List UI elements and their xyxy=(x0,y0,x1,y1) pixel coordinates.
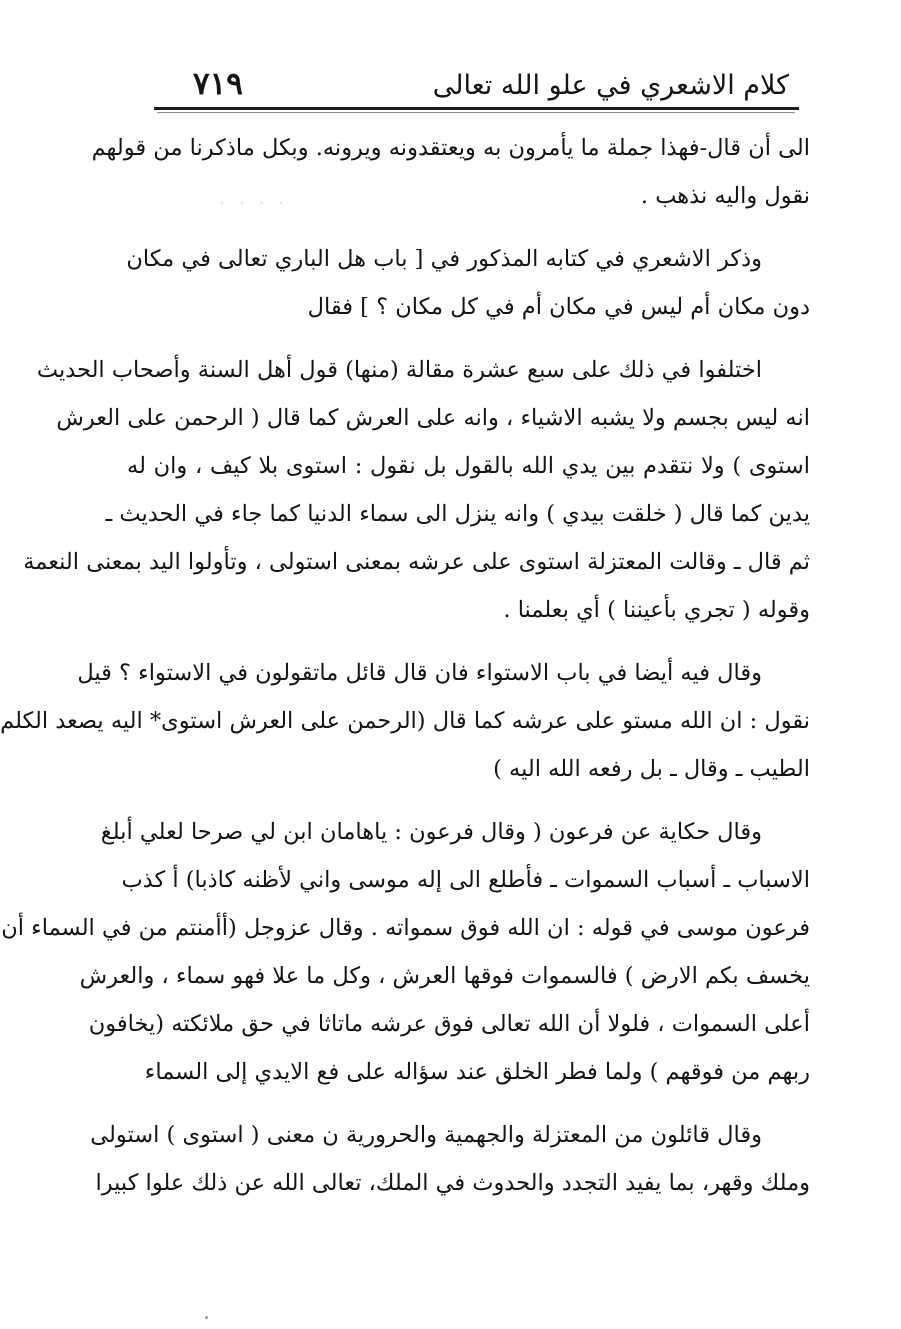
text-line: يدين كما قال ( خلقت بيدي ) وانه ينزل الى سماء الدنيا كما جاء في الحديث ـ xyxy=(105,501,810,527)
paragraph-5 xyxy=(1,808,810,1096)
text-line: الى أن قال-فهذا جملة ما يأمرون به ويعتقدونه ويرونه. وبكل ماذكرنا من قولهم xyxy=(91,135,810,161)
stray-ink-dot xyxy=(205,1316,208,1319)
text-line: وقال حكاية عن فرعون ( وقال فرعون : ياهامان ابن لي صرحا لعلي أبلغ xyxy=(100,819,762,845)
header-rule xyxy=(154,107,799,110)
text-line: يخسف بكم الارض ) فالسموات فوقها العرش ، وكل ما علا فهو سماء ، والعرش xyxy=(79,963,810,989)
text-line: فرعون موسى في قوله : ان الله فوق سمواته . وقال عزوجل (أأمنتم من في السماء أن xyxy=(1,915,810,941)
text-line: نقول واليه نذهب . xyxy=(640,183,810,209)
running-title: كلام الاشعري في علو الله تعالى xyxy=(432,70,789,101)
text-line: وملك وقهر، بما يفيد التجدد والحدوث في الملك، تعالى الله عن ذلك علوا كبيرا xyxy=(95,1170,810,1196)
text-line: ثم قال ـ وقالت المعتزلة استوى على عرشه بمعنى استولى ، وتأولوا اليد بمعنى النعمة xyxy=(23,549,810,575)
paragraph-2 xyxy=(127,235,810,331)
body-text xyxy=(0,124,810,1244)
page-number: ٧١٩ xyxy=(193,66,243,102)
text-line: أعلى السموات ، فلولا أن الله تعالى فوق عرشه ماتاثا في حق ملائكته (يخافون xyxy=(88,1011,810,1037)
text-line: وذكر الاشعري في كتابه المذكور في [ باب هل الباري تعالى في مكان xyxy=(126,246,762,272)
text-line: وقال قائلون من المعتزلة والجهمية والحرورية ن معنى ( استوى ) استولى xyxy=(90,1122,762,1148)
paragraph-6 xyxy=(90,1111,810,1207)
header-rule-thin xyxy=(157,112,795,113)
paragraph-3 xyxy=(23,346,810,634)
text-line: اختلفوا في ذلك على سبع عشرة مقالة (منها) قول أهل السنة وأصحاب الحديث xyxy=(36,357,762,383)
text-line: استوى ) ولا نتقدم بين يدي الله بالقول بل نقول : استوى بلا كيف ، وان له xyxy=(127,453,810,479)
faint-print-marks: · · · · xyxy=(220,196,289,210)
paragraph-4 xyxy=(0,649,810,793)
text-line: الطيب ـ وقال ـ بل رفعه الله اليه ) xyxy=(493,756,810,782)
text-line: انه ليس بجسم ولا يشبه الاشياء ، وانه على العرش كما قال ( الرحمن على العرش xyxy=(56,405,810,431)
text-line: وقوله ( تجري بأعيننا ) أي بعلمنا . xyxy=(503,597,810,623)
text-line: دون مكان أم ليس في مكان أم في كل مكان ؟ ] فقال xyxy=(307,294,810,320)
text-line: وقال فيه أيضا في باب الاستواء فان قال قائل ماتقولون في الاستواء ؟ قيل xyxy=(77,660,762,686)
text-line: الاسباب ـ أسباب السموات ـ فأطلع الى إله موسى واني لأظنه كاذبا) أ كذب xyxy=(121,867,810,893)
page-header xyxy=(149,58,789,110)
text-line: ربهم من فوقهم ) ولما فطر الخلق عند سؤاله على فع الايدي إلى السماء xyxy=(144,1059,810,1085)
paragraph-1 xyxy=(91,124,810,220)
text-line: نقول : ان الله مستو على عرشه كما قال (الرحمن على العرش استوى* اليه يصعد الكلم xyxy=(0,708,810,734)
